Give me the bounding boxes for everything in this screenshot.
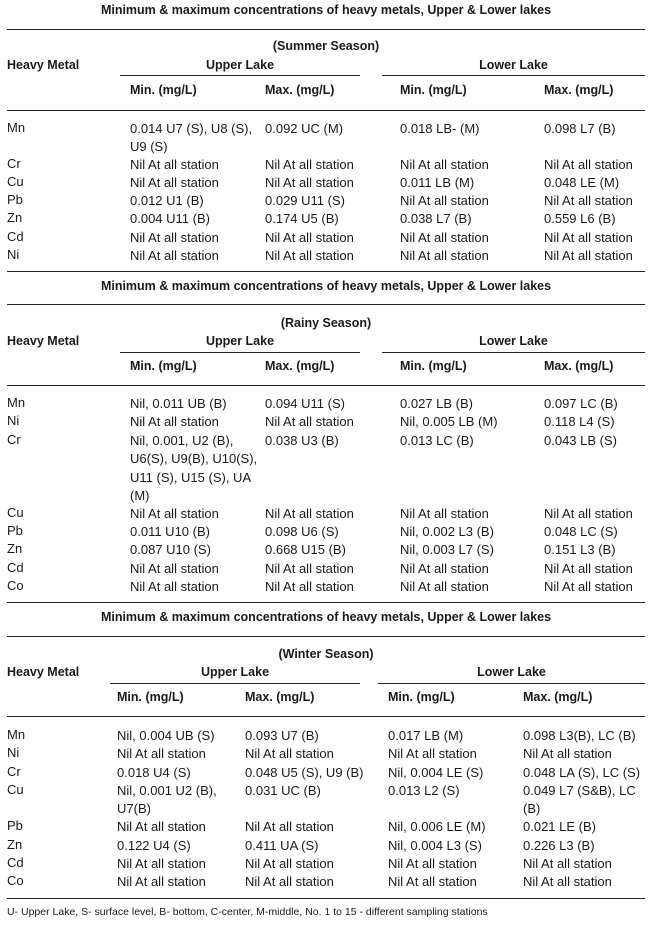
lower-min-value: 0.013 LC (B) — [400, 433, 474, 448]
divider — [7, 602, 645, 603]
lower-min-header: Min. (mg/L) — [400, 83, 467, 97]
metal-name: Cr — [7, 764, 21, 779]
metal-name: Ni — [7, 247, 20, 262]
upper-max-value: 0.094 U11 (S) — [265, 396, 345, 411]
divider — [7, 271, 645, 272]
upper-min-header: Min. (mg/L) — [130, 359, 197, 373]
lower-max-value: 0.098 L7 (B) — [544, 121, 616, 136]
lower-max-value: 0.049 L7 (S&B), LC (B) — [523, 783, 636, 817]
divider — [7, 29, 645, 30]
upper-max-value: Nil At all station — [245, 819, 334, 834]
table-title: Minimum & maximum concentrations of heavy metals, Upper & Lower lakes — [100, 279, 552, 293]
lower-min-value: Nil, 0.004 L3 (S) — [388, 838, 482, 853]
lower-min-value: Nil At all station — [400, 561, 489, 576]
lower-min-value: Nil At all station — [400, 230, 489, 245]
upper-min-value: Nil, 0.004 UB (S) — [117, 728, 215, 743]
lower-max-value: Nil At all station — [544, 157, 633, 172]
upper-min-value: Nil, 0.001, U2 (B), U6(S), U9(B), U10(S), U11 (S), U15 (S), UA (M) — [130, 433, 258, 503]
metal-name: Pb — [7, 818, 23, 833]
metal-name: Co — [7, 578, 24, 593]
lower-lake-header: Lower Lake — [477, 665, 546, 679]
divider — [382, 352, 645, 353]
metal-name: Cr — [7, 432, 21, 447]
metal-name: Cu — [7, 174, 24, 189]
metal-name: Cd — [7, 229, 24, 244]
divider — [110, 683, 360, 684]
metal-name: Zn — [7, 837, 23, 852]
metal-name: Cr — [7, 156, 21, 171]
upper-lake-header: Upper Lake — [205, 58, 275, 72]
footnote: U- Upper Lake, S- surface level, B- bottom, C-center, M-middle, No. 1 to 15 - different sampling stations — [7, 906, 488, 918]
lower-max-header: Max. (mg/L) — [544, 359, 614, 373]
metal-name: Zn — [7, 541, 23, 556]
upper-min-header: Min. (mg/L) — [130, 83, 197, 97]
divider — [7, 716, 645, 717]
metal-name: Ni — [7, 413, 20, 428]
upper-max-value: Nil At all station — [265, 561, 354, 576]
upper-min-value: Nil At all station — [117, 746, 206, 761]
upper-max-value: 0.668 U15 (B) — [265, 542, 346, 557]
upper-max-value: Nil At all station — [265, 230, 354, 245]
upper-max-value: 0.038 U3 (B) — [265, 433, 339, 448]
lower-max-value: 0.048 LE (M) — [544, 175, 620, 190]
lower-max-value: 0.226 L3 (B) — [523, 838, 595, 853]
upper-max-header: Max. (mg/L) — [265, 359, 335, 373]
lower-min-value: 0.017 LB (M) — [388, 728, 464, 743]
upper-min-value: Nil, 0.001 U2 (B), U7(B) — [117, 783, 217, 817]
lower-min-value: 0.027 LB (B) — [400, 396, 473, 411]
lower-min-value: Nil, 0.005 LB (M) — [400, 414, 498, 429]
lower-max-value: 0.021 LE (B) — [523, 819, 596, 834]
lower-min-value: Nil, 0.002 L3 (B) — [400, 524, 494, 539]
upper-lake-header: Upper Lake — [200, 665, 270, 679]
upper-min-value: Nil At all station — [117, 819, 206, 834]
lower-min-value: Nil At all station — [400, 506, 489, 521]
upper-min-value: 0.004 U11 (B) — [130, 211, 210, 226]
lower-min-value: Nil At all station — [400, 193, 489, 208]
lower-max-value: Nil At all station — [544, 561, 633, 576]
lower-max-value: Nil At all station — [523, 746, 612, 761]
upper-min-value: Nil At all station — [130, 414, 219, 429]
lower-max-value: 0.559 L6 (B) — [544, 211, 616, 226]
upper-min-value: Nil At all station — [130, 230, 219, 245]
upper-min-value: Nil At all station — [130, 248, 219, 263]
upper-max-value: 0.029 U11 (S) — [265, 193, 345, 208]
upper-min-value: 0.018 U4 (S) — [117, 765, 191, 780]
upper-min-value: 0.011 U10 (B) — [130, 524, 210, 539]
upper-lake-header: Upper Lake — [205, 334, 275, 348]
metal-name: Cu — [7, 505, 24, 520]
heavy-metal-header: Heavy Metal — [7, 665, 80, 679]
upper-min-header: Min. (mg/L) — [117, 690, 184, 704]
upper-max-value: 0.031 UC (B) — [245, 783, 321, 798]
lower-min-value: Nil, 0.003 L7 (S) — [400, 542, 494, 557]
upper-min-value: 0.122 U4 (S) — [117, 838, 191, 853]
upper-max-value: 0.092 UC (M) — [265, 121, 344, 136]
upper-max-value: 0.048 U5 (S), U9 (B) — [245, 765, 364, 780]
lower-min-value: Nil, 0.004 LE (S) — [388, 765, 484, 780]
upper-min-value: Nil At all station — [130, 175, 219, 190]
lower-min-value: 0.011 LB (M) — [400, 175, 475, 190]
upper-min-value: Nil At all station — [130, 579, 219, 594]
lower-max-value: 0.043 LB (S) — [544, 433, 617, 448]
lower-max-value: Nil At all station — [544, 248, 633, 263]
lower-min-header: Min. (mg/L) — [400, 359, 467, 373]
lower-max-value: 0.048 LC (S) — [544, 524, 618, 539]
lower-lake-header: Lower Lake — [479, 334, 548, 348]
lower-min-value: 0.013 L2 (S) — [388, 783, 460, 798]
season-label: (Winter Season) — [278, 647, 374, 661]
metal-name: Pb — [7, 192, 23, 207]
upper-min-value: Nil At all station — [130, 157, 219, 172]
lower-min-value: Nil At all station — [400, 579, 489, 594]
divider — [120, 75, 360, 76]
metal-name: Cd — [7, 560, 24, 575]
upper-max-value: Nil At all station — [265, 506, 354, 521]
lower-lake-header: Lower Lake — [479, 58, 548, 72]
upper-min-value: Nil At all station — [130, 506, 219, 521]
upper-max-value: Nil At all station — [265, 157, 354, 172]
upper-max-value: Nil At all station — [265, 175, 354, 190]
lower-max-header: Max. (mg/L) — [523, 690, 593, 704]
divider — [7, 385, 645, 386]
metal-name: Cd — [7, 855, 24, 870]
upper-max-value: Nil At all station — [265, 579, 354, 594]
upper-max-value: 0.098 U6 (S) — [265, 524, 339, 539]
lower-max-value: 0.048 LA (S), LC (S) — [523, 765, 641, 780]
season-label: (Rainy Season) — [280, 316, 372, 330]
lower-min-value: Nil At all station — [400, 157, 489, 172]
lower-max-header: Max. (mg/L) — [544, 83, 614, 97]
metal-name: Ni — [7, 745, 20, 760]
upper-max-value: 0.174 U5 (B) — [265, 211, 339, 226]
lower-min-header: Min. (mg/L) — [388, 690, 455, 704]
table-title: Minimum & maximum concentrations of heavy metals, Upper & Lower lakes — [100, 3, 552, 17]
upper-min-value: 0.012 U1 (B) — [130, 193, 204, 208]
divider — [7, 304, 645, 305]
season-label: (Summer Season) — [272, 39, 380, 53]
upper-min-value: Nil At all station — [117, 874, 206, 889]
heavy-metal-header: Heavy Metal — [7, 58, 80, 72]
table-title: Minimum & maximum concentrations of heavy metals, Upper & Lower lakes — [100, 610, 552, 624]
upper-max-value: Nil At all station — [245, 874, 334, 889]
lower-max-value: Nil At all station — [544, 506, 633, 521]
upper-max-value: 0.411 UA (S) — [245, 838, 319, 853]
metal-name: Pb — [7, 523, 23, 538]
upper-max-header: Max. (mg/L) — [265, 83, 335, 97]
upper-max-value: Nil At all station — [245, 856, 334, 871]
upper-max-value: Nil At all station — [265, 248, 354, 263]
metal-name: Co — [7, 873, 24, 888]
lower-max-value: 0.151 L3 (B) — [544, 542, 616, 557]
lower-max-value: 0.098 L3(B), LC (B) — [523, 728, 636, 743]
metal-name: Zn — [7, 210, 23, 225]
lower-max-value: Nil At all station — [544, 193, 633, 208]
metal-name: Mn — [7, 395, 26, 410]
divider — [7, 110, 645, 111]
upper-max-value: Nil At all station — [245, 746, 334, 761]
lower-max-value: 0.118 L4 (S) — [544, 414, 615, 429]
lower-max-value: Nil At all station — [544, 579, 633, 594]
upper-max-value: Nil At all station — [265, 414, 354, 429]
divider — [378, 683, 645, 684]
divider — [382, 75, 645, 76]
metal-name: Mn — [7, 120, 26, 135]
lower-max-value: Nil At all station — [544, 230, 633, 245]
lower-min-value: Nil At all station — [388, 874, 477, 889]
upper-min-value: 0.014 U7 (S), U8 (S), U9 (S) — [130, 121, 253, 155]
lower-min-value: 0.018 LB- (M) — [400, 121, 480, 136]
lower-min-value: Nil At all station — [388, 746, 477, 761]
upper-min-value: Nil, 0.011 UB (B) — [130, 396, 227, 411]
divider — [120, 352, 360, 353]
lower-min-value: Nil, 0.006 LE (M) — [388, 819, 486, 834]
lower-min-value: Nil At all station — [388, 856, 477, 871]
upper-min-value: 0.087 U10 (S) — [130, 542, 211, 557]
lower-max-value: 0.097 LC (B) — [544, 396, 618, 411]
lower-min-value: Nil At all station — [400, 248, 489, 263]
upper-min-value: Nil At all station — [117, 856, 206, 871]
upper-max-value: 0.093 U7 (B) — [245, 728, 319, 743]
metal-name: Mn — [7, 727, 26, 742]
divider — [7, 636, 645, 637]
upper-max-header: Max. (mg/L) — [245, 690, 315, 704]
heavy-metal-header: Heavy Metal — [7, 334, 80, 348]
lower-max-value: Nil At all station — [523, 856, 612, 871]
metal-name: Cu — [7, 782, 24, 797]
divider — [7, 898, 645, 899]
upper-min-value: Nil At all station — [130, 561, 219, 576]
lower-max-value: Nil At all station — [523, 874, 612, 889]
lower-min-value: 0.038 L7 (B) — [400, 211, 472, 226]
